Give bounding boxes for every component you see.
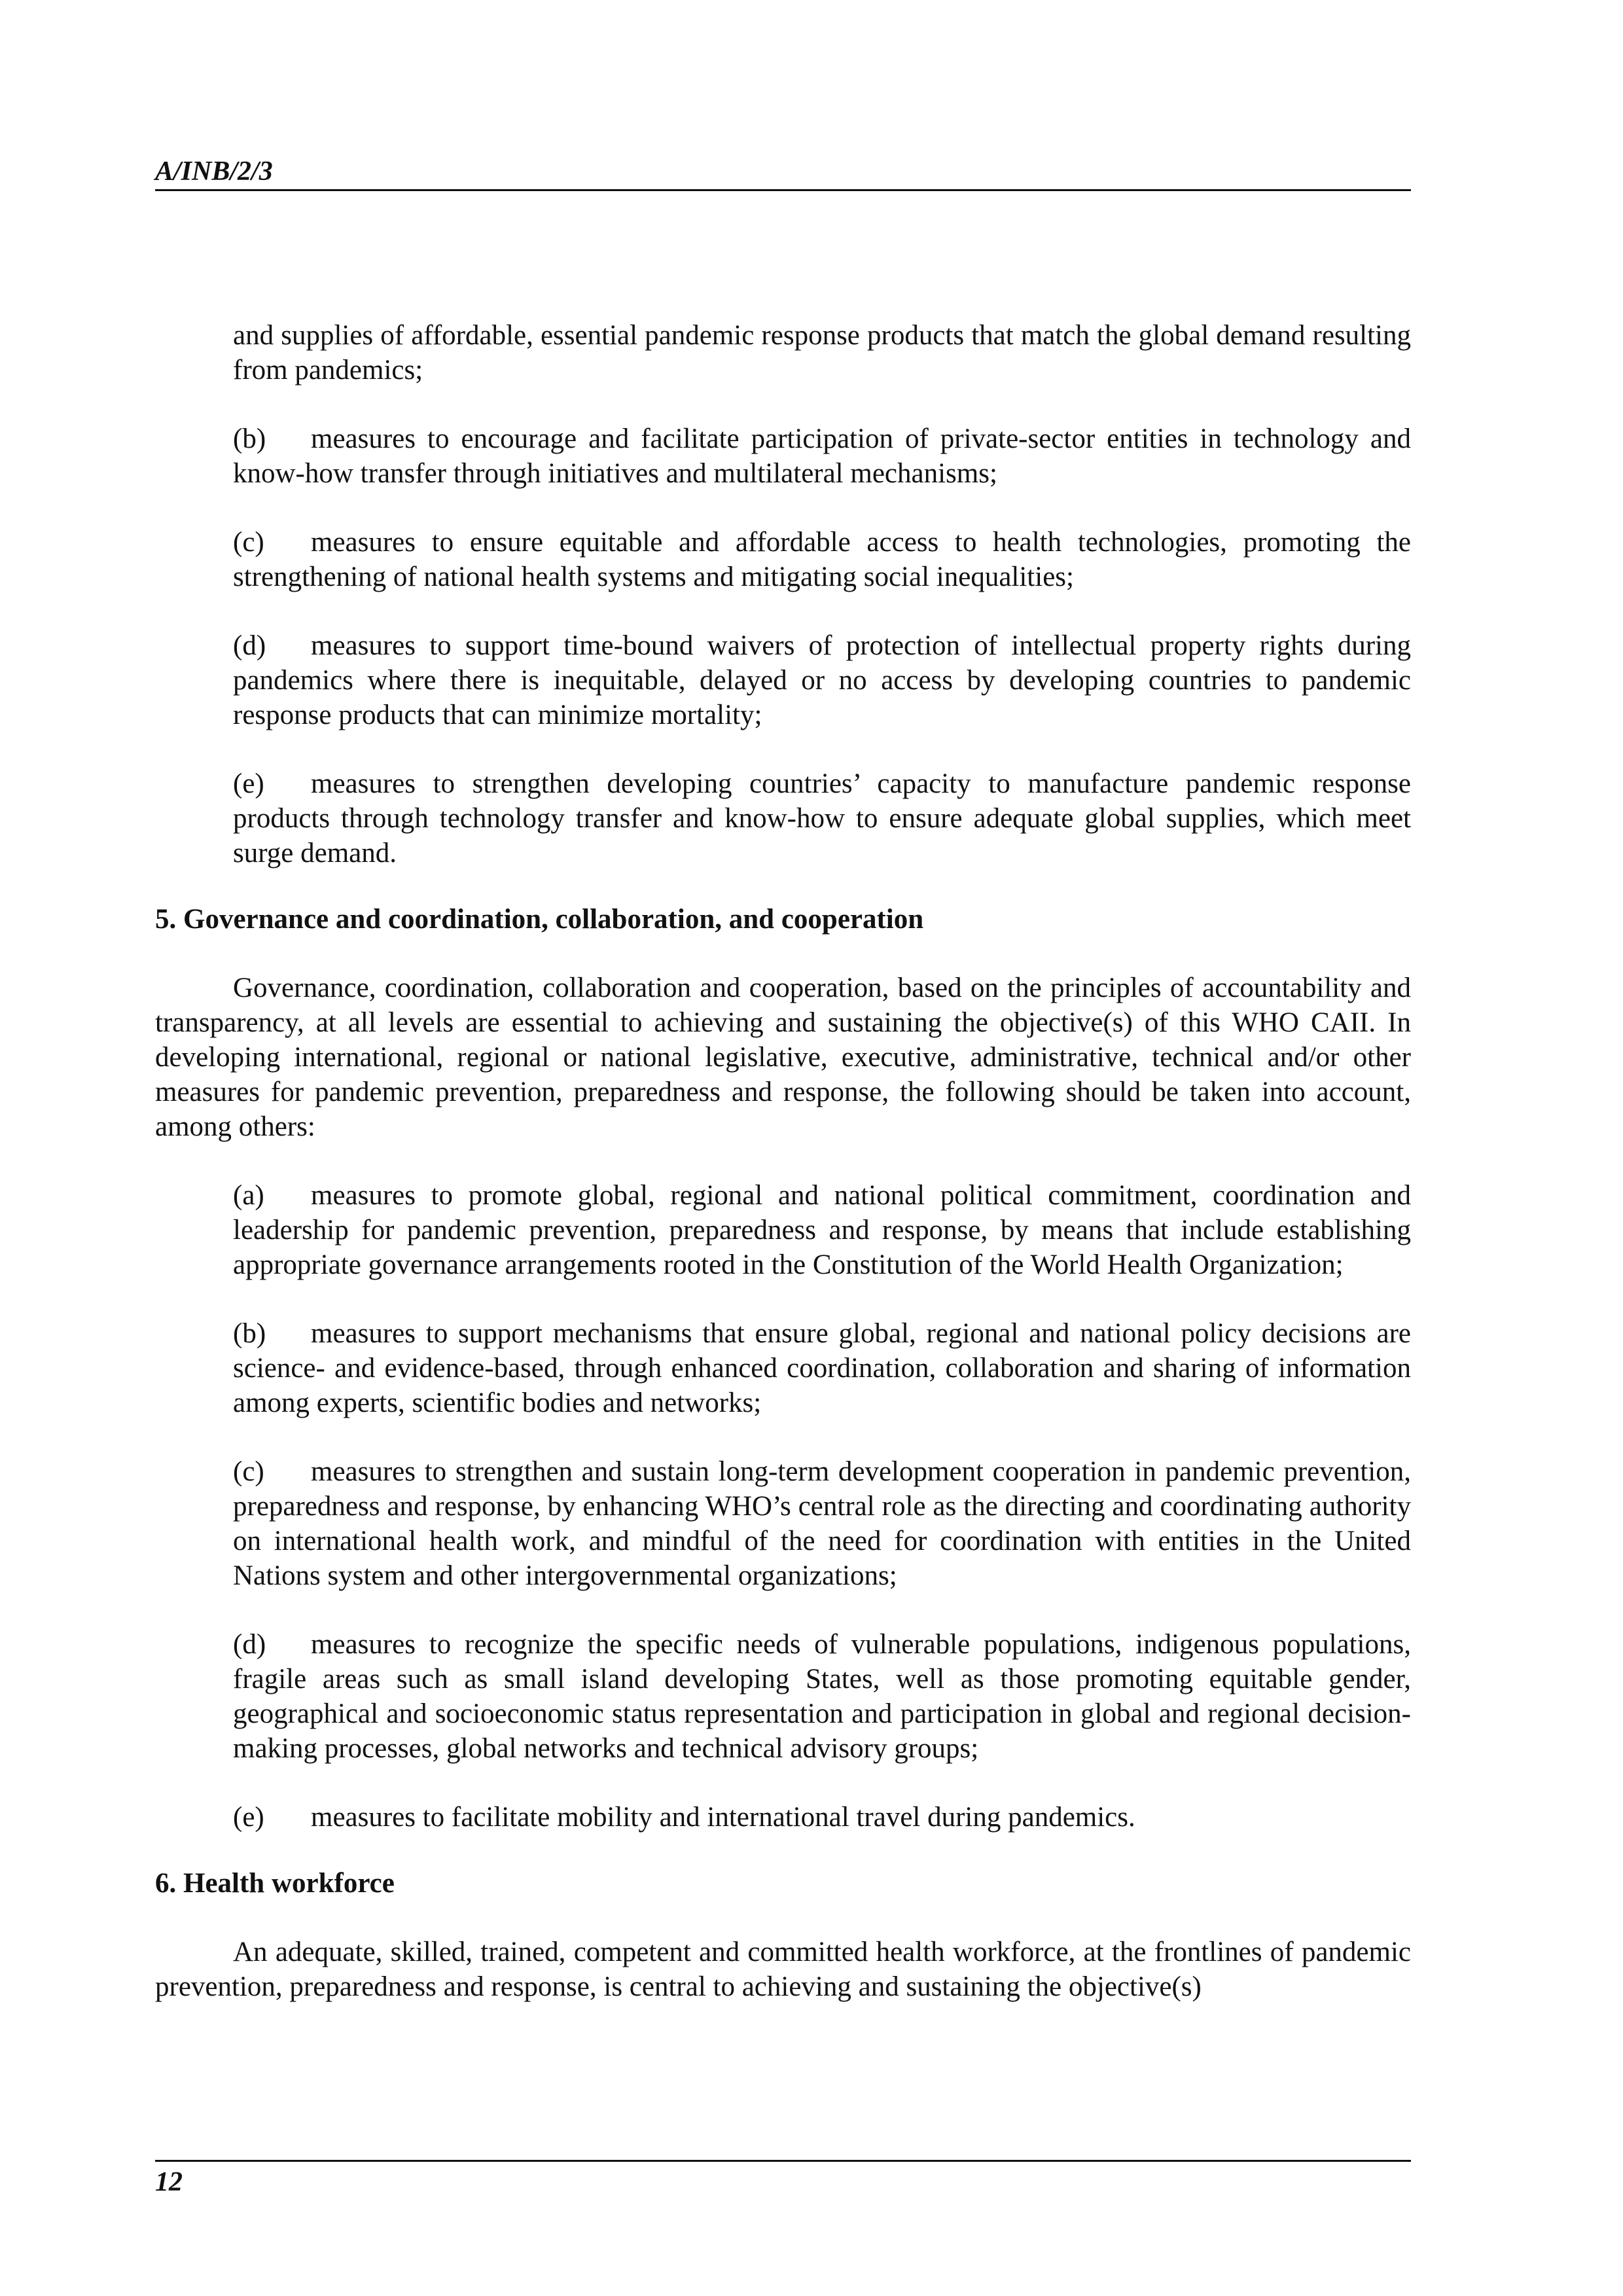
- section-6-intro: An adequate, skilled, trained, competent and committed health workforce, at the frontlines of pandemic prevention, preparedness and response, is central to achieving and sustaining the objective(s): [155, 1937, 1411, 2002]
- list-item-text: measures to strengthen developing countries’ capacity to manufacture pandemic response products through technology transfer and know-how to ensure adequate global supplies, which meet surge demand.: [233, 768, 1411, 869]
- list-item-label: (b): [233, 1318, 266, 1349]
- list-item-label: (c): [233, 527, 264, 558]
- list-item-text: measures to recognize the specific needs of vulnerable populations, indigenous populations, fragile areas such as small island developing States, well as those promoting equitable gender, geographical and socioeconomic status representation and participation in global and regional decision-making processes, global networks and technical advisory groups;: [233, 1629, 1411, 1764]
- section-6-heading: 6. Health workforce: [155, 1868, 395, 1899]
- document-reference: A/INB/2/3: [155, 156, 273, 187]
- list-item-label: (c): [233, 1456, 264, 1487]
- section-5-item-e: [155, 1800, 1411, 1835]
- header-divider: [155, 189, 1411, 191]
- list-item-c: [155, 525, 1411, 594]
- list-item-label: (b): [233, 423, 266, 454]
- section-5-item-a: [155, 1178, 1411, 1282]
- list-item-label: (d): [233, 1629, 266, 1660]
- list-item-text: measures to strengthen and sustain long-term development cooperation in pandemic prevention, preparedness and response, by enhancing WHO’s central role as the directing and coordinating authority on international health work, and mindful of the need for coordination with entities in the United Nations system and other intergovernmental organizations;: [233, 1456, 1411, 1591]
- section-5-heading: 5. Governance and coordination, collaboration, and cooperation: [155, 904, 924, 935]
- list-item-label: (d): [233, 630, 266, 661]
- section-5-item-d: [155, 1627, 1411, 1766]
- list-item-d: [155, 628, 1411, 732]
- list-item-text: measures to support time-bound waivers of protection of intellectual property rights during pandemics where there is inequitable, delayed or no access by developing countries to pandemic response products that can minimize mortality;: [233, 630, 1411, 730]
- list-item-label: (e): [233, 1802, 264, 1833]
- page-number: 12: [155, 2167, 183, 2197]
- list-item-e: [155, 766, 1411, 870]
- continuation-paragraph: and supplies of affordable, essential pandemic response products that match the global demand resulting from pandemics;: [233, 320, 1411, 386]
- list-item-text: measures to ensure equitable and affordable access to health technologies, promoting the strengthening of national health systems and mitigating social inequalities;: [233, 527, 1411, 592]
- list-item-label: (e): [233, 768, 264, 799]
- section-5-intro: Governance, coordination, collaboration and cooperation, based on the principles of accountability and transparency, at all levels are essential to achieving and sustaining the objective(s) of this WHO CAII. In developing international, regional or national legislative, executive, administrative, technical and/or other measures for pandemic prevention, preparedness and response, the following should be taken into account, among others:: [155, 973, 1411, 1142]
- list-item-label: (a): [233, 1180, 264, 1211]
- list-item-text: measures to promote global, regional and national political commitment, coordination and leadership for pandemic prevention, preparedness and response, by means that include establishing appropriate governance arrangements rooted in the Constitution of the World Health Organization;: [233, 1180, 1411, 1280]
- section-5-item-b: [155, 1316, 1411, 1420]
- list-item-text: measures to support mechanisms that ensure global, regional and national policy decisions are science- and evidence-based, through enhanced coordination, collaboration and sharing of information among experts, scientific bodies and networks;: [233, 1318, 1411, 1418]
- footer-divider: [155, 2160, 1411, 2162]
- section-5-item-c: [155, 1454, 1411, 1593]
- page-content: [155, 318, 1411, 2004]
- list-item-b: [155, 422, 1411, 491]
- list-item-text: measures to facilitate mobility and international travel during pandemics.: [311, 1802, 1135, 1833]
- list-item-text: measures to encourage and facilitate participation of private-sector entities in technology and know-how transfer through initiatives and multilateral mechanisms;: [233, 423, 1411, 489]
